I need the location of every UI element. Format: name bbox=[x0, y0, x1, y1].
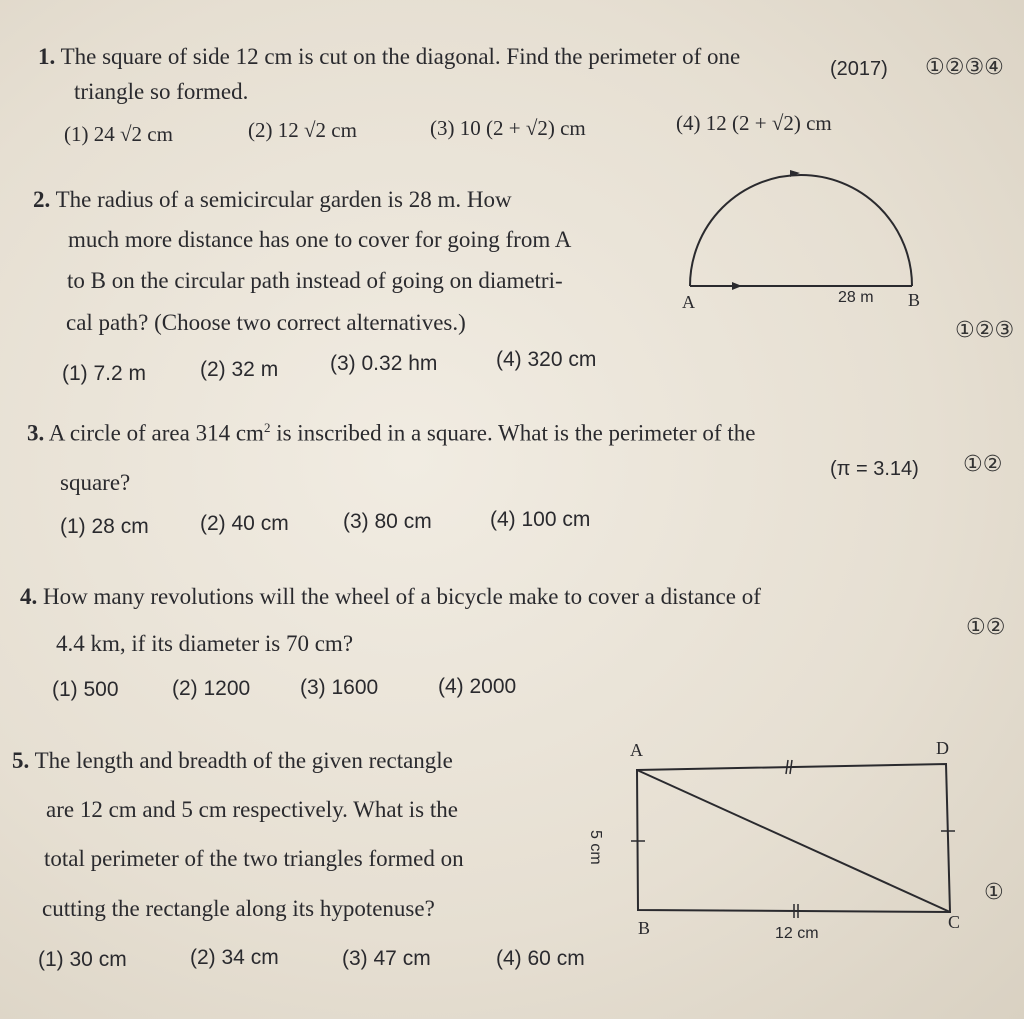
option-2[interactable]: (2) 32 m bbox=[200, 358, 279, 381]
question-text-cont: 4.4 km, if its diameter is 70 cm? bbox=[56, 631, 354, 656]
semicircle-arc bbox=[690, 175, 912, 286]
question-text-cont: much more distance has one to cover for going from A bbox=[68, 227, 572, 252]
point-b-label: B bbox=[638, 918, 651, 938]
question-2 bbox=[33, 187, 512, 213]
option-4[interactable]: (4) 320 cm bbox=[496, 348, 597, 371]
question-3 bbox=[27, 420, 755, 447]
question-text-cont: to B on the circular path instead of going on diametri- bbox=[67, 268, 563, 293]
question-text-cont: are 12 cm and 5 cm respectively. What is the bbox=[46, 797, 458, 822]
question-5 bbox=[12, 748, 453, 774]
option-2[interactable]: (2) 1200 bbox=[172, 677, 251, 700]
question-number: 5. bbox=[12, 748, 30, 773]
question-1 bbox=[38, 44, 740, 70]
option-4[interactable]: (4) 60 cm bbox=[496, 947, 585, 970]
option-2[interactable]: (2) 34 cm bbox=[190, 946, 279, 969]
option-2[interactable]: (2) 12 √2 cm bbox=[248, 118, 357, 142]
point-a-label: A bbox=[682, 292, 695, 312]
marks-icon: ①②③ bbox=[955, 318, 1015, 343]
option-2[interactable]: (2) 40 cm bbox=[200, 512, 289, 535]
tick-mark bbox=[790, 760, 792, 774]
question-text-cont: total perimeter of the two triangles formed on bbox=[44, 846, 464, 871]
point-c-label: C bbox=[948, 912, 961, 932]
point-a-label: A bbox=[630, 740, 643, 760]
year-tag: (2017) bbox=[830, 58, 888, 80]
radius-label: 28 m bbox=[838, 289, 874, 306]
option-4[interactable]: (4) 2000 bbox=[438, 675, 517, 698]
marks-icon: ①②③④ bbox=[925, 55, 1004, 80]
question-number: 4. bbox=[20, 584, 38, 609]
marks-icon: ① bbox=[984, 880, 1004, 905]
pi-note: (π = 3.14) bbox=[830, 458, 919, 480]
diagonal-line bbox=[637, 770, 950, 912]
breadth-label: 5 cm bbox=[587, 830, 604, 865]
option-3[interactable]: (3) 80 cm bbox=[343, 510, 432, 533]
rectangle-figure bbox=[620, 740, 960, 930]
question-text: A circle of area 314 cm bbox=[48, 420, 264, 446]
marks-icon: ①② bbox=[963, 452, 1003, 477]
point-d-label: D bbox=[936, 738, 949, 758]
option-1[interactable]: (1) 7.2 m bbox=[62, 362, 147, 385]
option-1[interactable]: (1) 24 √2 cm bbox=[64, 122, 173, 146]
arrow-icon bbox=[732, 282, 742, 290]
point-b-label: B bbox=[908, 290, 921, 310]
question-text-cont: triangle so formed. bbox=[74, 79, 249, 104]
option-3[interactable]: (3) 0.32 hm bbox=[330, 352, 438, 375]
option-4[interactable]: (4) 12 (2 + √2) cm bbox=[676, 111, 832, 135]
option-3[interactable]: (3) 10 (2 + √2) cm bbox=[430, 116, 586, 140]
option-3[interactable]: (3) 47 cm bbox=[342, 947, 431, 970]
question-text-cont: square? bbox=[60, 470, 131, 495]
question-text: The square of side 12 cm is cut on the diagonal. Find the perimeter of one bbox=[60, 44, 741, 69]
question-text: The length and breadth of the given rectangle bbox=[34, 748, 453, 773]
question-4 bbox=[20, 584, 761, 610]
superscript: 2 bbox=[263, 420, 271, 435]
question-text: How many revolutions will the wheel of a bicycle make to cover a distance of bbox=[43, 584, 761, 609]
option-3[interactable]: (3) 1600 bbox=[300, 676, 379, 699]
tick-mark bbox=[786, 760, 788, 774]
question-text-cont: cal path? (Choose two correct alternatives.) bbox=[66, 310, 466, 335]
marks-icon: ①② bbox=[966, 615, 1006, 640]
semicircle-figure bbox=[680, 160, 930, 320]
length-label: 12 cm bbox=[775, 925, 819, 942]
option-1[interactable]: (1) 28 cm bbox=[60, 515, 149, 538]
option-4[interactable]: (4) 100 cm bbox=[490, 508, 591, 531]
question-text-cont: cutting the rectangle along its hypotenuse? bbox=[42, 896, 435, 921]
question-text: The radius of a semicircular garden is 28 m. How bbox=[55, 187, 512, 212]
question-number: 3. bbox=[27, 420, 45, 446]
question-text-post: is inscribed in a square. What is the perimeter of the bbox=[270, 420, 756, 446]
option-1[interactable]: (1) 30 cm bbox=[38, 948, 127, 971]
question-number: 2. bbox=[33, 187, 51, 212]
option-1[interactable]: (1) 500 bbox=[52, 678, 119, 701]
question-number: 1. bbox=[38, 44, 56, 69]
